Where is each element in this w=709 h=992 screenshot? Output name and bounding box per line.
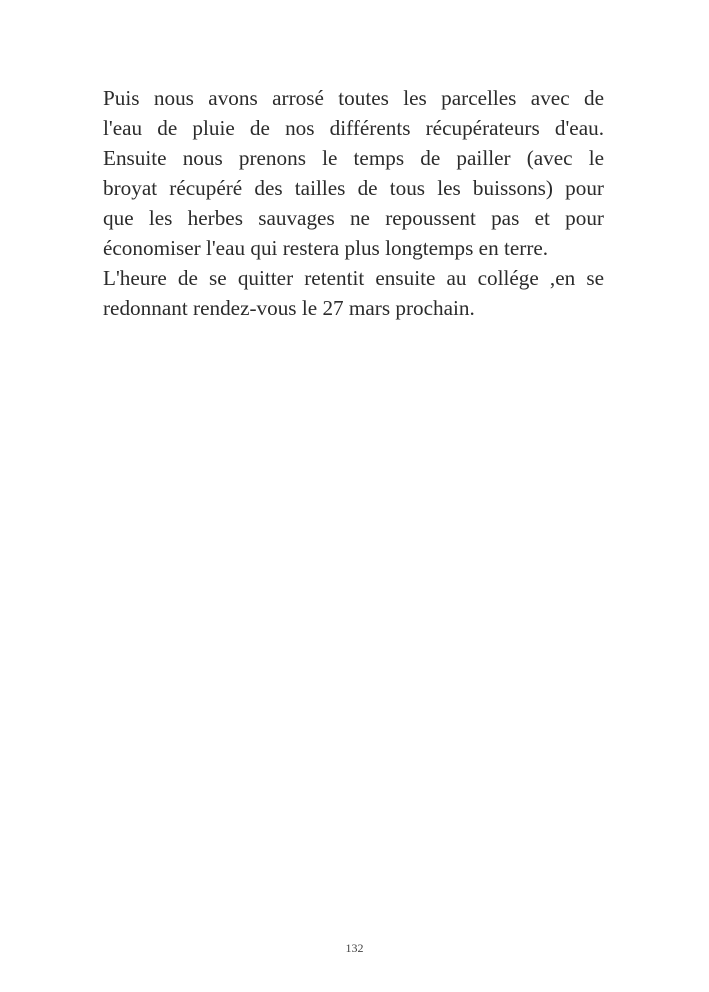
text-line: l'eau de pluie de nos différents récupérateurs d'eau. [103,116,604,140]
page-number: 132 [345,941,364,955]
text-line: redonnant rendez-vous le 27 mars prochain. [103,296,475,320]
text-line: économiser l'eau qui restera plus longtemps en terre. [103,236,549,260]
body-paragraph [103,83,604,323]
text-line: broyat récupéré des tailles de tous les buissons) pour [103,176,604,200]
text-line: Ensuite nous prenons le temps de pailler (avec le [103,146,604,170]
text-line: L'heure de se quitter retentit ensuite au collége ,en se [103,266,604,290]
text-line: que les herbes sauvages ne repoussent pas et pour [103,206,604,230]
text-line: Puis nous avons arrosé toutes les parcelles avec de [103,86,604,110]
